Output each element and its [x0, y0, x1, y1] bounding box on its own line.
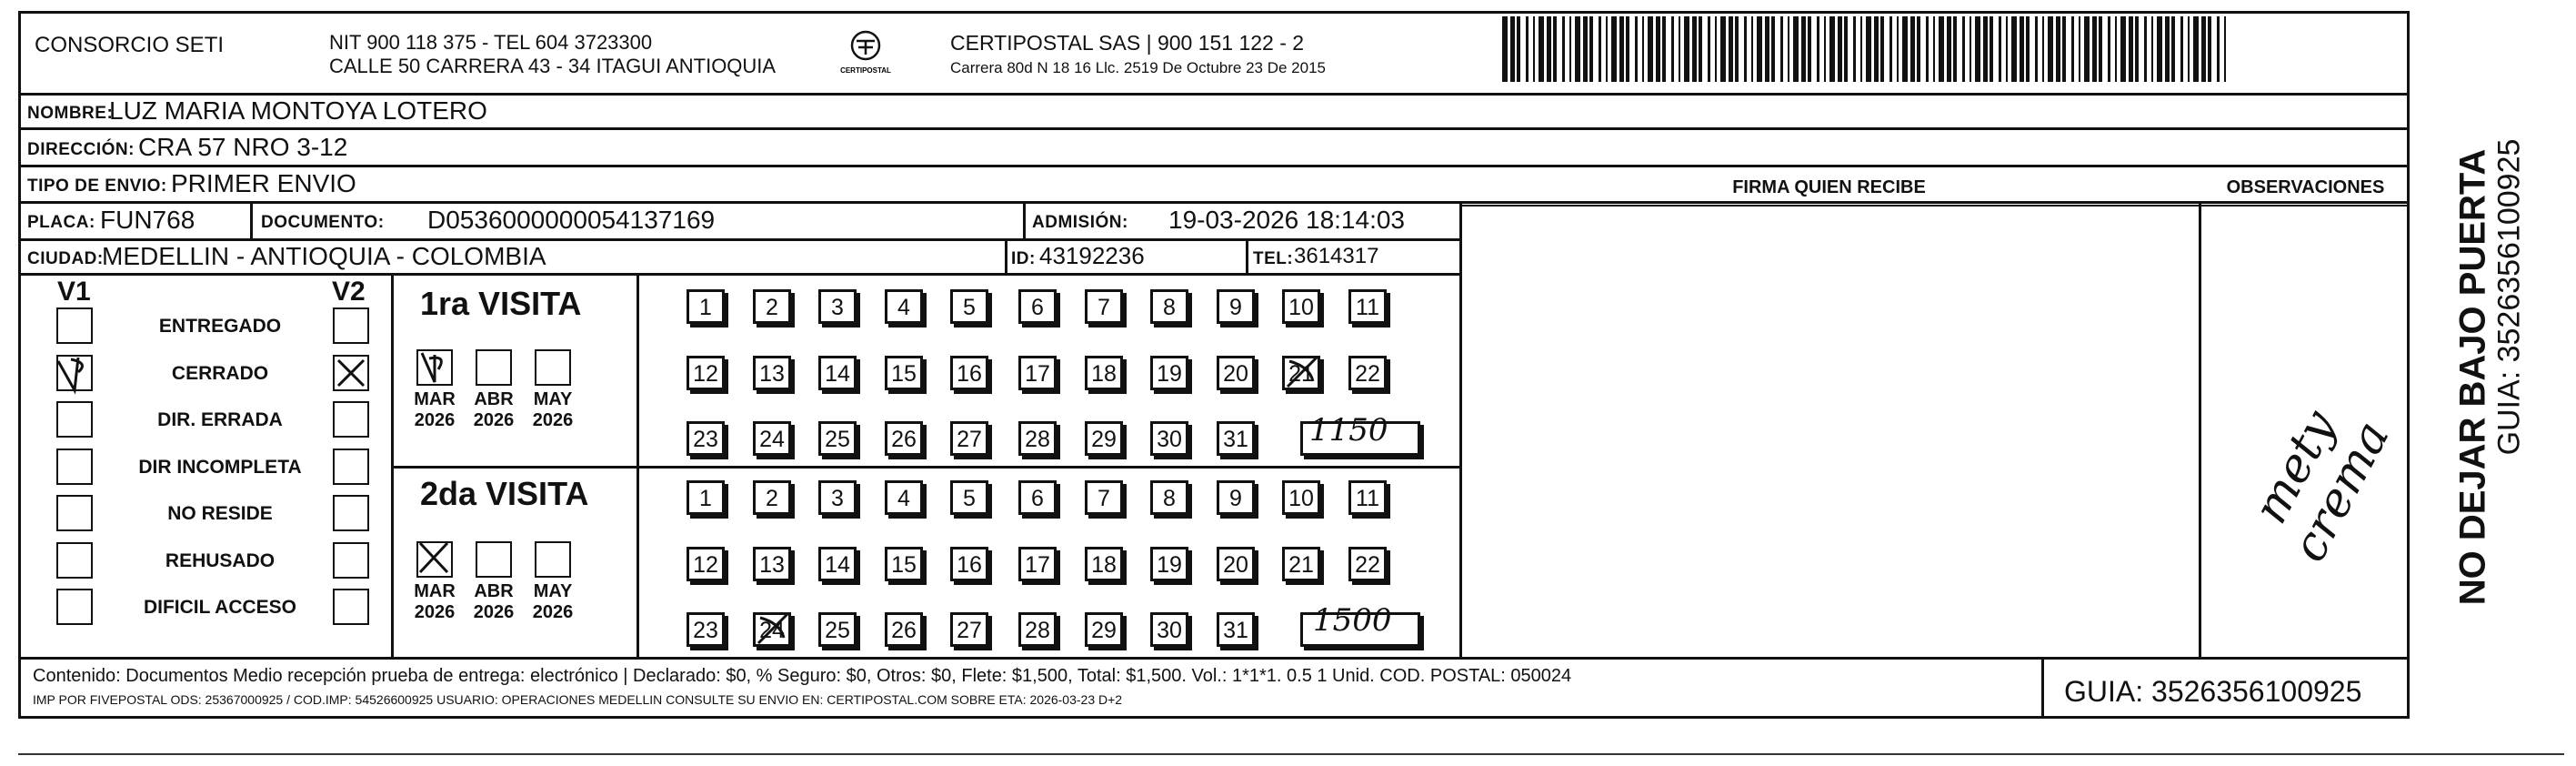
month-checkbox[interactable] — [416, 349, 453, 386]
imp-line: IMP POR FIVEPOSTAL ODS: 25367000925 / COD.IMP: 54526600925 USUARIO: OPERACIONES MEDELLIN CONSULTE SU ENVIO EN: CERTIPOSTAL.COM SOBRE ETA: 2026-03-23 D+2 — [33, 692, 1123, 707]
day-box-7[interactable]: 7 — [1085, 480, 1123, 515]
day-box-22[interactable]: 22 — [1348, 547, 1387, 581]
day-box-10[interactable]: 10 — [1282, 289, 1320, 324]
second-visit-title: 2da VISITA — [420, 475, 589, 512]
status-label: DIFICIL ACCESO — [143, 597, 296, 618]
v2-checkbox[interactable] — [333, 542, 369, 579]
day-box-30[interactable]: 30 — [1150, 421, 1188, 456]
day-box-26[interactable]: 26 — [885, 612, 923, 647]
day-box-5[interactable]: 5 — [950, 480, 988, 515]
v2-checkbox[interactable] — [333, 355, 369, 391]
day-box-24[interactable]: 24 — [753, 421, 791, 456]
month-label — [407, 389, 462, 431]
day-box-3[interactable]: 3 — [818, 480, 857, 515]
company-name: CONSORCIO SETI — [35, 33, 225, 57]
day-box-13[interactable]: 13 — [753, 547, 791, 581]
month-year: 2026 — [532, 602, 574, 622]
month-checkbox[interactable] — [476, 541, 512, 578]
day-box-14[interactable]: 14 — [818, 356, 857, 390]
v2-checkbox[interactable] — [333, 495, 369, 531]
month-name: MAR — [414, 389, 456, 409]
day-box-6[interactable]: 6 — [1018, 289, 1057, 324]
placa-label: PLACA: — [27, 213, 95, 232]
day-box-21[interactable]: 21 — [1282, 356, 1320, 390]
month-checkbox[interactable] — [476, 349, 512, 386]
ciudad-value: MEDELLIN - ANTIOQUIA - COLOMBIA — [102, 242, 546, 270]
day-box-12[interactable]: 12 — [687, 547, 725, 581]
month-year: 2026 — [473, 410, 515, 430]
month-label — [526, 581, 580, 623]
day-box-6[interactable]: 6 — [1018, 480, 1057, 515]
nombre-label: NOMBRE: — [27, 104, 114, 123]
status-label: DIR. ERRADA — [157, 409, 283, 430]
day-box-20[interactable]: 20 — [1217, 547, 1255, 581]
day-box-9[interactable]: 9 — [1217, 289, 1255, 324]
day-box-28[interactable]: 28 — [1018, 421, 1057, 456]
day-box-26[interactable]: 26 — [885, 421, 923, 456]
observaciones-header: OBSERVACIONES — [2226, 177, 2385, 197]
day-box-3[interactable]: 3 — [818, 289, 857, 324]
month-year: 2026 — [473, 602, 515, 622]
month-label — [466, 389, 521, 431]
status-label: NO RESIDE — [167, 503, 273, 524]
firma-header: FIRMA QUIEN RECIBE — [1732, 177, 1926, 197]
day-box-11[interactable]: 11 — [1348, 289, 1387, 324]
v1-checkbox[interactable] — [56, 542, 93, 579]
day-box-28[interactable]: 28 — [1018, 612, 1057, 647]
day-box-16[interactable]: 16 — [950, 547, 988, 581]
admision-value: 19-03-2026 18:14:03 — [1168, 206, 1405, 234]
v2-checkbox[interactable] — [333, 401, 369, 438]
day-box-7[interactable]: 7 — [1085, 289, 1123, 324]
month-label — [407, 581, 462, 623]
day-box-20[interactable]: 20 — [1217, 356, 1255, 390]
first-visit-title: 1ra VISITA — [420, 285, 582, 322]
tel-value: 3614317 — [1294, 244, 1379, 268]
day-box-22[interactable]: 22 — [1348, 356, 1387, 390]
second-visit-time: 1500 — [1313, 602, 1392, 639]
day-box-29[interactable]: 29 — [1085, 612, 1123, 647]
id-value: 43192236 — [1039, 242, 1145, 269]
status-label: CERRADO — [171, 362, 269, 384]
month-checkbox[interactable] — [535, 349, 571, 386]
day-box-9[interactable]: 9 — [1217, 480, 1255, 515]
day-box-19[interactable]: 19 — [1150, 356, 1188, 390]
v1-checkbox[interactable] — [56, 449, 93, 485]
v2-label: V2 — [332, 277, 366, 307]
nombre-value: LUZ MARIA MONTOYA LOTERO — [109, 96, 487, 125]
documento-label: DOCUMENTO: — [261, 213, 385, 232]
observation-text: mety crema — [2243, 401, 2401, 571]
v2-checkbox[interactable] — [333, 589, 369, 625]
day-box-27[interactable]: 27 — [950, 421, 988, 456]
day-box-17[interactable]: 17 — [1018, 547, 1057, 581]
day-box-29[interactable]: 29 — [1085, 421, 1123, 456]
courier-line: CERTIPOSTAL SAS | 900 151 122 - 2 — [950, 31, 1305, 55]
day-box-8[interactable]: 8 — [1150, 289, 1188, 324]
day-box-4[interactable]: 4 — [885, 480, 923, 515]
day-box-21[interactable]: 21 — [1282, 547, 1320, 581]
contenido-line: Contenido: Documentos Medio recepción prueba de entrega: electrónico | Declarado: $0, % Seguro: $0, Otros: $0, Flete: $1,500, Total: $1,500. Vol.: 1*1*1. 0.5 1 Unid. COD. POSTAL: 050024 — [33, 666, 1572, 686]
month-label — [526, 389, 580, 431]
v1-checkbox[interactable] — [56, 401, 93, 438]
day-box-2[interactable]: 2 — [753, 480, 791, 515]
month-name: MAY — [533, 581, 573, 601]
id-label: ID: — [1011, 249, 1036, 268]
logo-text: CERTIPOSTAL — [840, 66, 891, 75]
status-label: ENTREGADO — [158, 316, 282, 337]
certipostal-logo — [838, 27, 893, 80]
license-line: Carrera 80d N 18 16 Llc. 2519 De Octubre 23 De 2015 — [950, 59, 1326, 76]
direccion-label: DIRECCIÓN: — [27, 140, 135, 159]
day-box-31[interactable]: 31 — [1217, 421, 1255, 456]
direccion-value: CRA 57 NRO 3-12 — [138, 133, 348, 161]
day-box-13[interactable]: 13 — [753, 356, 791, 390]
documento-value: D0536000000054137169 — [427, 206, 716, 234]
month-year: 2026 — [532, 410, 574, 430]
day-box-15[interactable]: 15 — [885, 547, 923, 581]
v1-label: V1 — [57, 277, 91, 307]
nit-line: NIT 900 118 375 - TEL 604 3723300 — [329, 31, 653, 54]
day-box-16[interactable]: 16 — [950, 356, 988, 390]
side-warning: NO DEJAR BAJO PUERTA — [2452, 148, 2493, 606]
day-box-12[interactable]: 12 — [687, 356, 725, 390]
first-visit-time: 1150 — [1309, 412, 1388, 449]
day-box-27[interactable]: 27 — [950, 612, 988, 647]
day-box-1[interactable]: 1 — [687, 480, 725, 515]
month-name: ABR — [474, 389, 514, 409]
ciudad-label: CIUDAD: — [27, 249, 104, 268]
admision-label: ADMISIÓN: — [1032, 213, 1128, 232]
tipo-envio-label: TIPO DE ENVIO: — [27, 176, 167, 196]
v2-checkbox[interactable] — [333, 307, 369, 344]
day-box-11[interactable]: 11 — [1348, 480, 1387, 515]
day-box-19[interactable]: 19 — [1150, 547, 1188, 581]
month-name: ABR — [474, 581, 514, 601]
month-checkbox[interactable] — [535, 541, 571, 578]
day-box-23[interactable]: 23 — [687, 421, 725, 456]
day-box-5[interactable]: 5 — [950, 289, 988, 324]
day-box-23[interactable]: 23 — [687, 612, 725, 647]
day-box-10[interactable]: 10 — [1282, 480, 1320, 515]
v1-checkbox[interactable] — [56, 495, 93, 531]
side-panel — [2410, 93, 2573, 657]
day-box-1[interactable]: 1 — [687, 289, 725, 324]
day-box-8[interactable]: 8 — [1150, 480, 1188, 515]
month-year: 2026 — [414, 410, 456, 430]
day-box-18[interactable]: 18 — [1085, 547, 1123, 581]
tel-label: TEL: — [1253, 249, 1294, 268]
month-name: MAR — [414, 581, 456, 601]
footer-guia: GUIA: 3526356100925 — [2064, 675, 2362, 708]
day-box-18[interactable]: 18 — [1085, 356, 1123, 390]
day-box-17[interactable]: 17 — [1018, 356, 1057, 390]
month-name: MAY — [533, 389, 573, 409]
barcode — [1502, 16, 2230, 82]
status-label: DIR INCOMPLETA — [138, 456, 302, 478]
day-box-31[interactable]: 31 — [1217, 612, 1255, 647]
day-box-25[interactable]: 25 — [818, 421, 857, 456]
placa-value: FUN768 — [100, 206, 195, 234]
day-box-4[interactable]: 4 — [885, 289, 923, 324]
v1-checkbox[interactable] — [56, 307, 93, 344]
month-year: 2026 — [414, 602, 456, 622]
day-box-24[interactable]: 24 — [753, 612, 791, 647]
day-box-14[interactable]: 14 — [818, 547, 857, 581]
v1-checkbox[interactable] — [56, 355, 93, 391]
day-box-25[interactable]: 25 — [818, 612, 857, 647]
tipo-envio-value: PRIMER ENVIO — [171, 169, 356, 197]
day-box-2[interactable]: 2 — [753, 289, 791, 324]
day-box-15[interactable]: 15 — [885, 356, 923, 390]
address-line: CALLE 50 CARRERA 43 - 34 ITAGUI ANTIOQUIA — [329, 55, 777, 77]
month-checkbox[interactable] — [416, 541, 453, 578]
day-box-30[interactable]: 30 — [1150, 612, 1188, 647]
month-label — [466, 581, 521, 623]
side-guia: GUIA: 3526356100925 — [2491, 138, 2527, 456]
observation-handwriting — [2219, 337, 2401, 591]
v2-checkbox[interactable] — [333, 449, 369, 485]
status-label: REHUSADO — [165, 549, 276, 571]
v1-checkbox[interactable] — [56, 589, 93, 625]
